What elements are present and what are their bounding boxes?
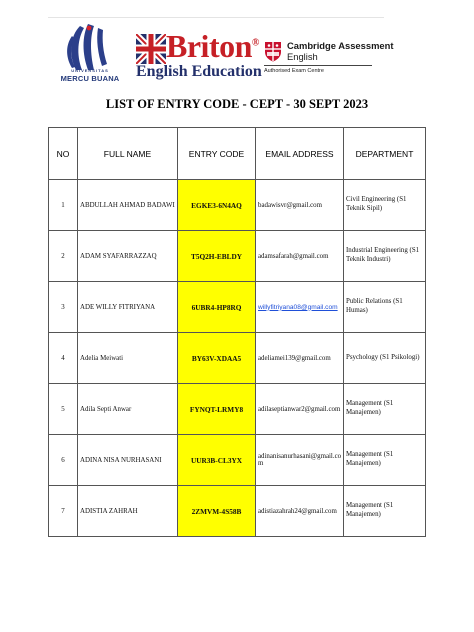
briton-word-text: Briton — [166, 28, 252, 64]
cell-no: 3 — [49, 282, 78, 333]
cambridge-shield-icon — [264, 41, 282, 62]
cell-full-name: ADISTIA ZAHRAH — [78, 486, 178, 537]
table-row — [49, 384, 426, 435]
cell-no: 5 — [49, 384, 78, 435]
briton-logo — [136, 28, 262, 82]
cell-department: Industrial Engineering (S1 Teknik Industri) — [344, 231, 426, 282]
cell-full-name: Adelia Meiwati — [78, 333, 178, 384]
cell-entry-code: BY63V-XDAA5 — [178, 333, 256, 384]
cell-email: adamsafarah@gmail.com — [256, 231, 344, 282]
cell-email-link[interactable]: willyfitriyana08@gmail.com — [256, 282, 344, 333]
table-header-row — [49, 128, 426, 180]
mercu-buana-wordmark — [52, 68, 128, 83]
header-department: DEPARTMENT — [344, 128, 426, 180]
header-entry-code: ENTRY CODE — [178, 128, 256, 180]
header-rule — [48, 17, 384, 18]
cell-email: adinanisanurhasani@gmail.com — [256, 435, 344, 486]
briton-word — [166, 28, 259, 65]
cell-entry-code: EGKE3-6N4AQ — [178, 180, 256, 231]
entry-code-table — [48, 127, 426, 537]
cell-no: 7 — [49, 486, 78, 537]
cell-email: adistiazahrah24@gmail.com — [256, 486, 344, 537]
header-full-name: FULL NAME — [78, 128, 178, 180]
cell-email: badawisvr@gmail.com — [256, 180, 344, 231]
cell-entry-code: 2ZMVM-4S58B — [178, 486, 256, 537]
cell-entry-code: FYNQT-LRMY8 — [178, 384, 256, 435]
header-no: NO — [49, 128, 78, 180]
briton-subtitle: English Education — [136, 63, 262, 80]
cell-department: Management (S1 Manajemen) — [344, 486, 426, 537]
cell-department: Psychology (S1 Psikologi) — [344, 333, 426, 384]
cambridge-rule — [264, 65, 372, 66]
header-email-address: EMAIL ADDRESS — [256, 128, 344, 180]
cambridge-line3: Authorised Exam Centre — [264, 68, 324, 74]
cell-full-name: Adila Septi Anwar — [78, 384, 178, 435]
cell-department: Public Relations (S1 Humas) — [344, 282, 426, 333]
cambridge-line1: Cambridge Assessment — [287, 40, 394, 51]
cell-full-name: ADINA NISA NURHASANI — [78, 435, 178, 486]
cell-department: Management (S1 Manajemen) — [344, 384, 426, 435]
cell-entry-code: T5Q2H-EBLDY — [178, 231, 256, 282]
cell-full-name: ABDULLAH AHMAD BADAWI — [78, 180, 178, 231]
cell-full-name: ADAM SYAFARRAZZAQ — [78, 231, 178, 282]
cell-entry-code: UUR3B-CL3YX — [178, 435, 256, 486]
cell-entry-code: 6UBR4-HP8RQ — [178, 282, 256, 333]
document-title: LIST OF ENTRY CODE - CEPT - 30 SEPT 2023 — [105, 97, 369, 111]
table-row — [49, 435, 426, 486]
table-row — [49, 231, 426, 282]
cell-full-name: ADE WILLY FITRIYANA — [78, 282, 178, 333]
cell-department: Civil Engineering (S1 Teknik Sipil) — [344, 180, 426, 231]
registered-mark-icon: ® — [251, 37, 259, 49]
table-row — [49, 486, 426, 537]
cell-email: adilaseptianwar2@gmail.com — [256, 384, 344, 435]
cell-no: 6 — [49, 435, 78, 486]
table-row — [49, 180, 426, 231]
mercu-name: MERCU BUANA — [60, 74, 120, 83]
table-row — [49, 333, 426, 384]
cell-department: Management (S1 Manajemen) — [344, 435, 426, 486]
table-row — [49, 282, 426, 333]
cell-no: 4 — [49, 333, 78, 384]
cambridge-logo — [264, 40, 394, 84]
cambridge-line2: English — [287, 51, 318, 62]
cell-no: 2 — [49, 231, 78, 282]
cell-email: adeliamei139@gmail.com — [256, 333, 344, 384]
mercu-university-label: UNIVERSITAS — [71, 68, 109, 73]
union-jack-icon — [136, 34, 166, 64]
cell-no: 1 — [49, 180, 78, 231]
